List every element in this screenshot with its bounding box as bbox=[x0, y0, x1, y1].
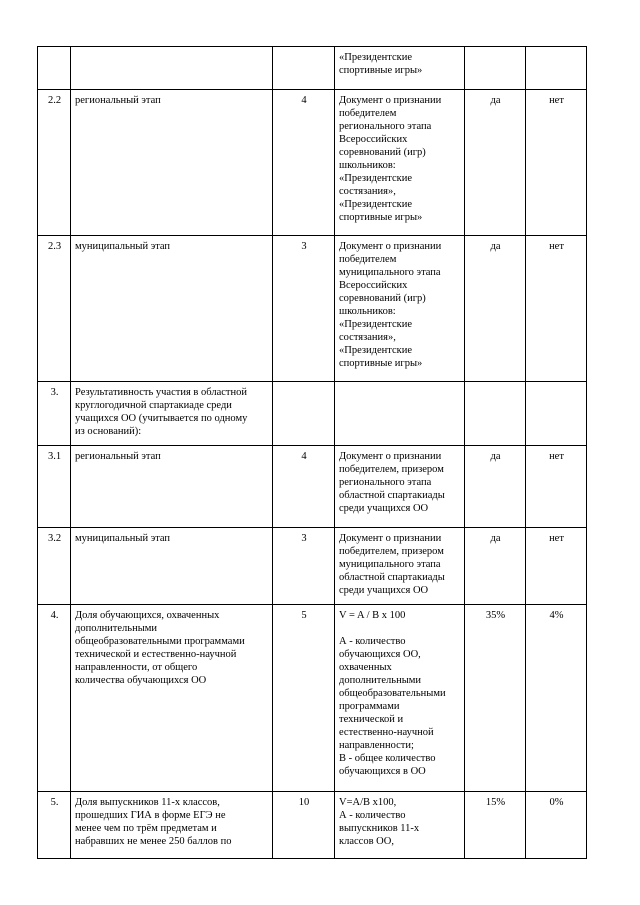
criterion-name bbox=[71, 47, 273, 90]
criterion-value-2: нет bbox=[526, 446, 587, 528]
criterion-name: Доля выпускников 11-х классов, прошедших ГИА в форме ЕГЭ не менее чем по трём предметам и набравших не менее 250 баллов по bbox=[71, 792, 273, 859]
table-row bbox=[38, 792, 587, 859]
criterion-name: Доля обучающихся, охваченных дополнительными общеобразовательными программами технической и естественно-научной направленности, от общего количества обучающихся ОО bbox=[71, 605, 273, 792]
table-row bbox=[38, 236, 587, 382]
criterion-value-1: да bbox=[465, 446, 526, 528]
criterion-value-2: 0% bbox=[526, 792, 587, 859]
criterion-name: региональный этап bbox=[71, 446, 273, 528]
row-number bbox=[38, 47, 71, 90]
criterion-value-1: да bbox=[465, 90, 526, 236]
criterion-points: 10 bbox=[273, 792, 335, 859]
criterion-document: Документ о признании победителем, призером муниципального этапа областной спартакиады среди учащихся ОО bbox=[335, 528, 465, 605]
table-row bbox=[38, 605, 587, 792]
criterion-document: V=A/B x100, А - количество выпускников 11-х классов ОО, bbox=[335, 792, 465, 859]
row-number: 5. bbox=[38, 792, 71, 859]
criterion-document bbox=[335, 382, 465, 446]
table-row bbox=[38, 90, 587, 236]
criterion-points: 4 bbox=[273, 90, 335, 236]
criterion-document: «Президентские спортивные игры» bbox=[335, 47, 465, 90]
criterion-name: муниципальный этап bbox=[71, 528, 273, 605]
row-number: 2.2 bbox=[38, 90, 71, 236]
table-row bbox=[38, 446, 587, 528]
criterion-value-1: 15% bbox=[465, 792, 526, 859]
criterion-name: региональный этап bbox=[71, 90, 273, 236]
row-number: 3.1 bbox=[38, 446, 71, 528]
criterion-value-2 bbox=[526, 382, 587, 446]
criterion-value-2: нет bbox=[526, 528, 587, 605]
table-row bbox=[38, 528, 587, 605]
criterion-value-2: нет bbox=[526, 236, 587, 382]
criterion-value-1: да bbox=[465, 236, 526, 382]
criterion-points bbox=[273, 382, 335, 446]
criterion-points: 3 bbox=[273, 528, 335, 605]
criterion-value-1: да bbox=[465, 528, 526, 605]
table-row bbox=[38, 47, 587, 90]
criterion-value-2: 4% bbox=[526, 605, 587, 792]
criterion-value-2 bbox=[526, 47, 587, 90]
criterion-points: 4 bbox=[273, 446, 335, 528]
criterion-name: Результативность участия в областной круглогодичной спартакиаде среди учащихся ОО (учитывается по одному из оснований): bbox=[71, 382, 273, 446]
table-row bbox=[38, 382, 587, 446]
criterion-points: 3 bbox=[273, 236, 335, 382]
criterion-document: Документ о признании победителем, призером регионального этапа областной спартакиады среди учащихся ОО bbox=[335, 446, 465, 528]
criterion-document: Документ о признании победителем регионального этапа Всероссийских соревнований (игр) школьников: «Президентские состязания», «Президентские спортивные игры» bbox=[335, 90, 465, 236]
criterion-value-1 bbox=[465, 382, 526, 446]
criterion-name: муниципальный этап bbox=[71, 236, 273, 382]
criterion-value-1: 35% bbox=[465, 605, 526, 792]
criterion-document: Документ о признании победителем муниципального этапа Всероссийских соревнований (игр) школьников: «Президентские состязания», «Президентские спортивные игры» bbox=[335, 236, 465, 382]
criterion-value-2: нет bbox=[526, 90, 587, 236]
criterion-points: 5 bbox=[273, 605, 335, 792]
row-number: 2.3 bbox=[38, 236, 71, 382]
row-number: 3.2 bbox=[38, 528, 71, 605]
criterion-document: V = A / B x 100 А - количество обучающихся ОО, охваченных дополнительными общеобразовательными программами технической и естественно-научной направленности; В - общее количество обучающихся в ОО bbox=[335, 605, 465, 792]
criteria-table bbox=[37, 46, 587, 859]
criterion-value-1 bbox=[465, 47, 526, 90]
criterion-points bbox=[273, 47, 335, 90]
row-number: 4. bbox=[38, 605, 71, 792]
row-number: 3. bbox=[38, 382, 71, 446]
